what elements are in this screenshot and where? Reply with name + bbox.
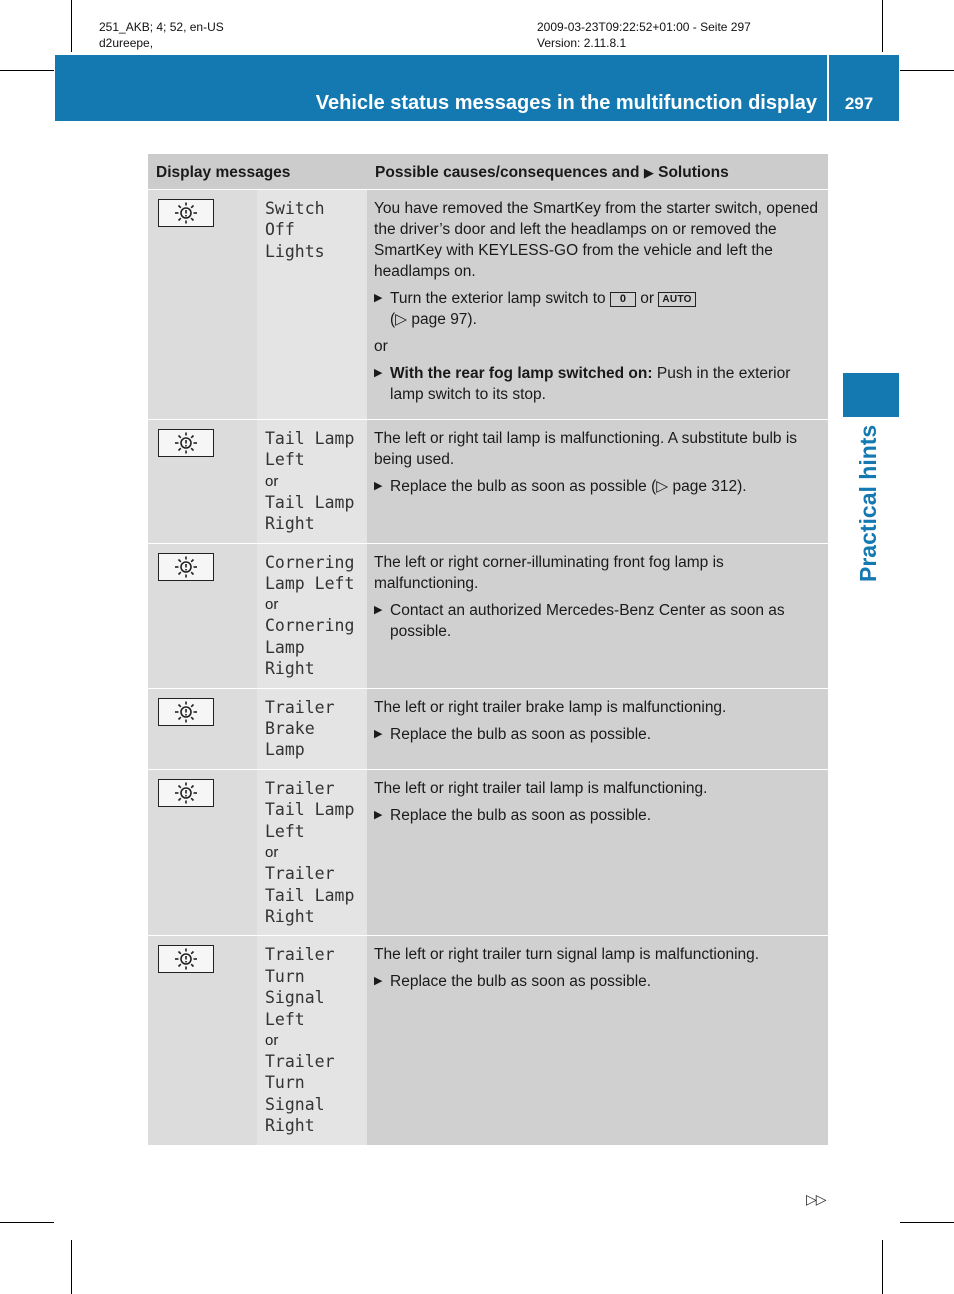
status-message-table: [148, 154, 828, 1146]
light-bulb-warning-icon: [158, 553, 214, 581]
light-bulb-warning-icon: [158, 945, 214, 973]
column-header-solutions-text: Solutions: [658, 163, 729, 181]
description-cell: [367, 936, 828, 1145]
display-message-text: Trailer Turn Signal Left: [265, 945, 335, 1029]
description-text: The left or right tail lamp is malfunctioning. A substitute bulb is being used.: [374, 430, 798, 468]
step-text: Replace the bulb as soon as possible.: [390, 806, 652, 824]
crop-mark: [0, 1222, 54, 1223]
play-arrow-icon: ▶: [643, 164, 654, 180]
step-text: Contact an authorized Mercedes-Benz Center as soon as possible.: [390, 601, 785, 640]
page-title: Vehicle status messages in the multifunction display: [315, 92, 817, 114]
print-meta-right: [537, 19, 751, 51]
page-number: 297: [844, 94, 874, 113]
step-text: or: [640, 290, 655, 307]
description-cell: [367, 688, 828, 769]
display-symbol-cell: [148, 420, 257, 544]
step-arrow-icon: ▶: [374, 975, 383, 988]
display-message-cell: [257, 420, 367, 544]
solution-step: [374, 600, 821, 642]
display-message-text: Trailer Tail Lamp Left: [265, 778, 355, 841]
display-message-text: Tail Lamp Left: [265, 429, 355, 470]
section-label: Practical hints: [855, 424, 881, 582]
crop-mark: [0, 70, 54, 71]
continue-marker: ▷▷: [806, 1191, 826, 1207]
display-symbol-cell: [148, 190, 257, 420]
display-message-text: Trailer Turn Signal Right: [265, 1051, 335, 1136]
or-separator: or: [265, 844, 279, 862]
display-message-cell: [257, 936, 367, 1145]
table-row: [148, 543, 828, 688]
step-arrow-icon: ▶: [374, 480, 383, 492]
step-text: Turn the exterior lamp switch to: [390, 290, 606, 307]
table-row: [148, 769, 828, 935]
step-condition: With the rear fog lamp switched on:: [390, 365, 653, 382]
lamp-switch-auto-icon: AUTO: [658, 292, 695, 307]
display-message-text: Cornering Lamp Right: [265, 616, 355, 679]
crop-mark: [71, 1240, 72, 1294]
step-text: Replace the bulb as soon as possible.: [390, 973, 652, 991]
or-separator: or: [265, 472, 279, 490]
table-row: [148, 936, 828, 1145]
print-meta-line: d2ureepe,: [99, 36, 154, 50]
page-header: [55, 55, 899, 121]
step-text: Push in the exterior lamp switch to its stop.: [390, 365, 791, 403]
display-message-cell: [257, 543, 367, 688]
display-message-text: Trailer Tail Lamp Right: [265, 864, 355, 926]
step-arrow-icon: ▶: [374, 292, 383, 304]
table-row: [148, 190, 828, 420]
display-message-cell: [257, 190, 367, 420]
display-symbol-cell: [148, 769, 257, 935]
display-symbol-cell: [148, 688, 257, 769]
light-bulb-warning-icon: [158, 698, 214, 726]
solution-step: [374, 971, 821, 992]
step-text: Replace the bulb as soon as possible.: [390, 725, 652, 743]
solution-step: [374, 805, 821, 826]
print-meta-line: Version: 2.11.8.1: [537, 36, 627, 50]
display-symbol-cell: [148, 936, 257, 1145]
table-row: [148, 688, 828, 769]
table-row: [148, 420, 828, 544]
display-message-text: Cornering Lamp Left: [265, 552, 355, 594]
light-bulb-warning-icon: [158, 779, 214, 807]
column-header-causes: [367, 154, 828, 190]
or-separator: or: [374, 338, 388, 355]
description-cell: [367, 769, 828, 935]
page-reference: (▷ page 97).: [390, 311, 477, 328]
description-text: The left or right corner-illuminating front fog lamp is malfunctioning.: [374, 553, 724, 592]
crop-mark: [900, 70, 954, 71]
print-meta-left: [99, 19, 224, 51]
lamp-switch-zero-icon: 0: [610, 292, 636, 307]
solution-step: [374, 288, 821, 330]
display-message-cell: [257, 688, 367, 769]
description-text: You have removed the SmartKey from the starter switch, opened the driver’s door and left the headlamps on or removed the SmartKey with KEYLESS-GO from the vehicle and left the headlamps on.: [374, 200, 819, 280]
solution-step: [374, 724, 821, 745]
crop-mark: [882, 0, 883, 52]
description-cell: [367, 543, 828, 688]
light-bulb-warning-icon: [158, 429, 214, 457]
description-text: The left or right trailer tail lamp is malfunctioning.: [374, 779, 708, 797]
or-separator: or: [265, 1031, 279, 1049]
crop-mark: [71, 0, 72, 52]
crop-mark: [882, 1240, 883, 1294]
description-cell: [367, 190, 828, 420]
description-cell: [367, 420, 828, 544]
print-meta-line: 251_AKB; 4; 52, en-US: [99, 20, 224, 34]
step-arrow-icon: ▶: [374, 727, 383, 740]
table-header-row: [148, 154, 828, 190]
description-text: The left or right trailer brake lamp is malfunctioning.: [374, 698, 727, 716]
crop-mark: [900, 1222, 954, 1223]
column-header-display: Display messages: [148, 154, 367, 190]
or-separator: or: [265, 596, 279, 614]
solution-step: [374, 363, 821, 405]
column-header-causes-text: Possible causes/consequences and: [375, 163, 640, 181]
display-message-text: Switch Off Lights: [265, 199, 325, 261]
display-message-cell: [257, 769, 367, 935]
step-arrow-icon: ▶: [374, 808, 383, 821]
step-text: Replace the bulb as soon as possible (▷ page 312).: [390, 478, 747, 495]
step-arrow-icon: ▶: [374, 367, 383, 379]
solution-step: [374, 476, 821, 497]
print-meta-line: 2009-03-23T09:22:52+01:00 - Seite 297: [537, 20, 751, 34]
display-message-text: Tail Lamp Right: [265, 492, 355, 534]
display-message-text: Trailer Brake Lamp: [265, 697, 335, 760]
step-arrow-icon: ▶: [374, 603, 383, 616]
section-tab: [843, 373, 899, 417]
description-text: The left or right trailer turn signal lamp is malfunctioning.: [374, 946, 760, 964]
display-symbol-cell: [148, 543, 257, 688]
light-bulb-warning-icon: [158, 199, 214, 227]
